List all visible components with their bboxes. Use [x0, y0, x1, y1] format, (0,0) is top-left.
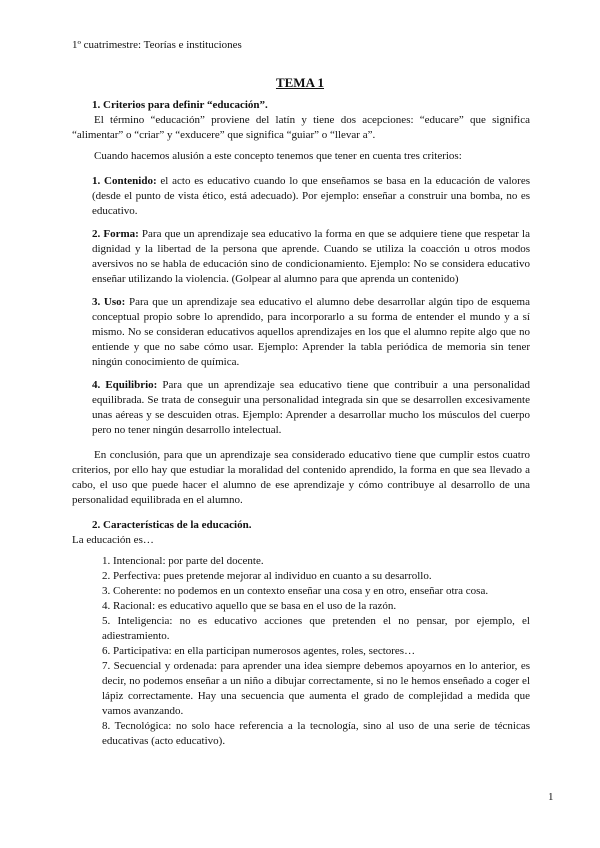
- list-item: 8. Tecnológica: no solo hace referencia a la tecnología, sino al uso de una serie de técnicas educativas (acto educativo).: [102, 720, 530, 747]
- page-number: 1: [548, 791, 554, 803]
- section-1-conclusion: En conclusión, para que un aprendizaje sea considerado educativo tiene que cumplir estos cuatro criterios, por ello hay que estudiar la moralidad del contenido aprendido, la forma en que sea llevado a cabo, el uso que puede hacer el alumno de ese aprendizaje y cómo contribuye al desarrollo de una personalidad equilibrada en el alumno.: [72, 449, 530, 506]
- list-item: 1. Intencional: por parte del docente.: [102, 555, 264, 567]
- section-2-heading: 2. Características de la educación.: [92, 519, 252, 531]
- criterion-text: Para que un aprendizaje sea educativo la forma en que se adquiere tiene que respetar la dignidad y la libertad de la persona que aprende. Cuando se utiliza la coacción u otros modos aversivos no se habla de educación sino de condicionamiento. Ejemplo: No se considera educativo enseñar utilizando la violencia. (Golpear al alumno para que aprenda un contenido): [92, 228, 530, 285]
- list-item: 5. Inteligencia: no es educativo acciones que pretenden el no pensar, por ejemplo, el adiestramiento.: [102, 615, 530, 642]
- section-1-intro: El término “educación” proviene del latín y tiene dos acepciones: “educare” que significa “alimentar” o “criar” y “exducere” que significa “guiar” o “llevar a”.: [72, 114, 530, 141]
- section-1-heading: 1. Criterios para definir “educación”.: [92, 99, 268, 111]
- list-item: 2. Perfectiva: pues pretende mejorar al individuo en cuanto a su desarrollo.: [102, 570, 432, 582]
- criterion-label: 1. Contenido:: [92, 175, 157, 187]
- section-2-lead: La educación es…: [72, 534, 154, 546]
- criterion-uso: [72, 295, 530, 370]
- list-item: 3. Coherente: no podemos en un contexto enseñar una cosa y en otro, enseñar otra cosa.: [102, 585, 489, 597]
- list-item: 6. Participativa: en ella participan numerosos agentes, roles, sectores…: [102, 645, 416, 657]
- criterion-label: 2. Forma:: [92, 228, 139, 240]
- criterion-text: Para que un aprendizaje sea educativo el alumno debe desarrollar algún tipo de esquema conceptual propio sobre lo aprendido, para incorporarlo a su forma de entender el mundo y a sí mismo. No se consideran educativos aquellos aprendizajes en los que el alumno repite algo que no entiende y que no sabe cómo usar. Ejemplo: Aprender la tabla periódica de memoria sin tener ningún conocimiento de química.: [92, 296, 530, 368]
- criterion-forma: [72, 227, 530, 287]
- characteristics-list: [72, 554, 530, 749]
- list-item: 4. Racional: es educativo aquello que se basa en el uso de la razón.: [102, 600, 397, 612]
- criterion-contenido: [72, 174, 530, 219]
- criterion-label: 3. Uso:: [92, 296, 126, 308]
- section-1-lead: Cuando hacemos alusión a este concepto tenemos que tener en cuenta tres criterios:: [94, 150, 462, 162]
- criterion-text: el acto es educativo cuando lo que enseñamos se basa en la educación de valores (desde el punto de vista ético, está adecuado). Por ejemplo: enseñar a construir una bomba, no es educativo.: [92, 175, 530, 217]
- page-header: 1º cuatrimestre: Teorías e instituciones: [72, 39, 242, 51]
- criterion-equilibrio: [72, 378, 530, 438]
- page-title: TEMA 1: [275, 75, 325, 90]
- document-body: [72, 98, 530, 749]
- criterion-label: 4. Equilibrio:: [92, 379, 158, 391]
- list-item: 7. Secuencial y ordenada: para aprender una idea siempre debemos apoyarnos en lo anterior, es decir, no podemos enseñar a un niño a dibujar correctamente, si no le hemos enseñado a coger el lápiz correctamente. Hay una secuencia que aumenta el grado de complejidad a medida que vamos avanzando.: [102, 660, 530, 717]
- criterion-text: Para que un aprendizaje sea educativo tiene que contribuir a una personalidad equilibrada. Se trata de conseguir una personalidad integrada sin que se desarrollen excesivamente unas aéreas y se descuiden otras. Ejemplo: Aprender a desarrollar mucho los músculos del cuerpo pero no tener ningún desarrollo intelectual.: [92, 379, 530, 436]
